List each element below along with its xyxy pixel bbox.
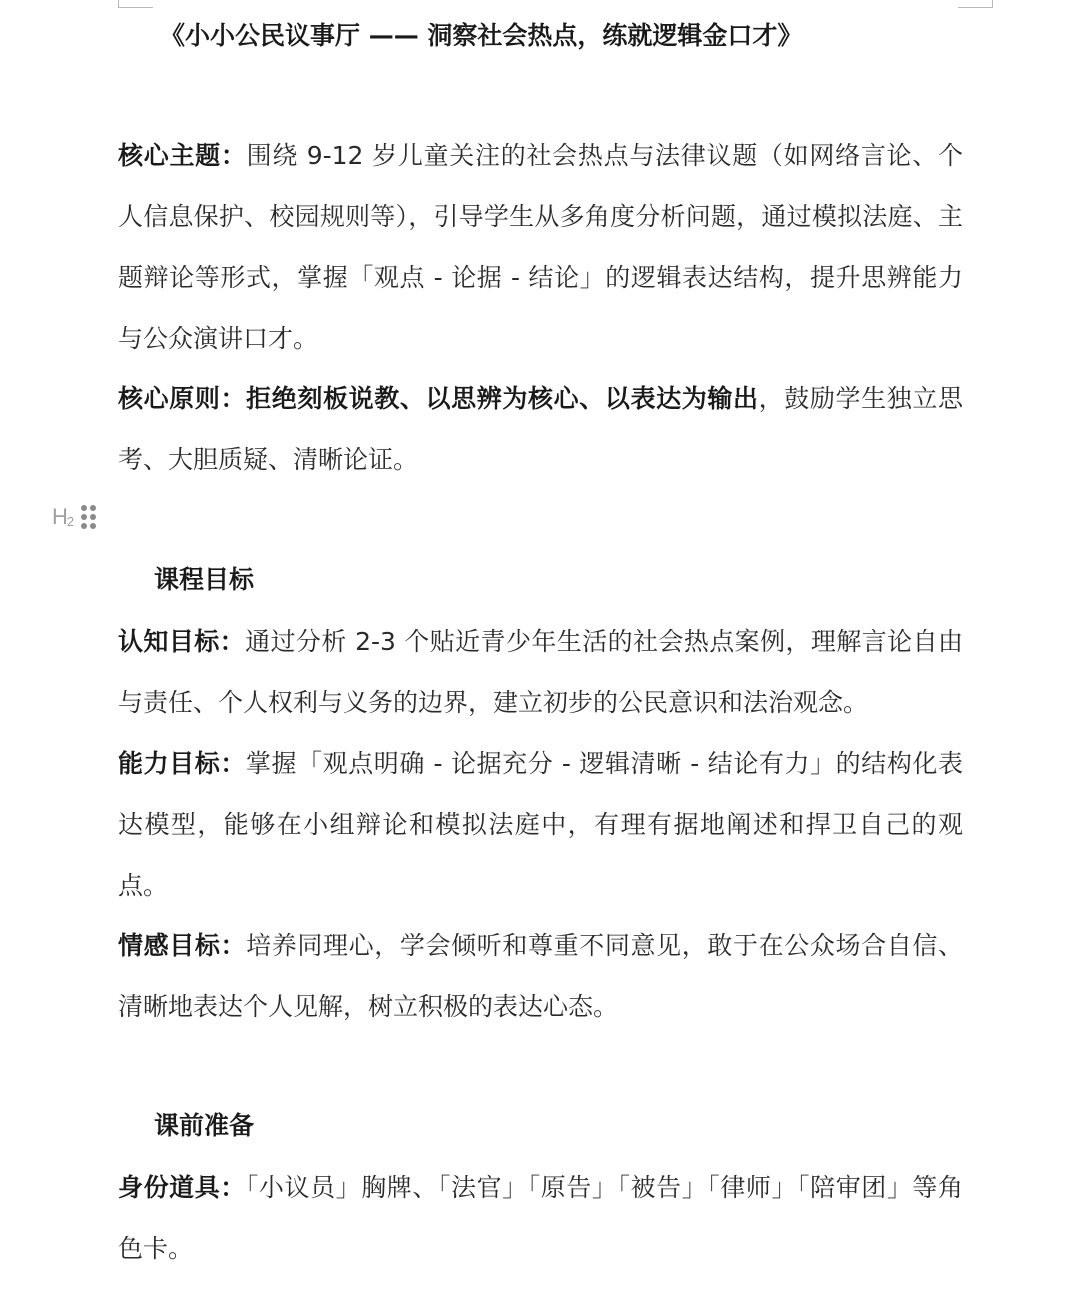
core-theme-paragraph[interactable]: [118, 125, 963, 369]
document-title[interactable]: 《小小公民议事厅 —— 洞察社会热点，练就逻辑金口才》: [160, 21, 803, 50]
props-label: 身份道具：: [118, 1173, 246, 1202]
emotion-goal-text: 培养同理心，学会倾听和尊重不同意见，敢于在公众场合自信、清晰地表达个人见解，树立积极的表达心态。: [118, 931, 963, 1021]
props-paragraph[interactable]: [118, 1157, 963, 1279]
core-principle-label: 核心原则：: [118, 384, 247, 413]
page-corner-mark-right: [958, 0, 993, 8]
prep-heading[interactable]: 课前准备: [154, 1111, 255, 1140]
drag-handle-icon[interactable]: [81, 505, 96, 529]
core-theme-text: 围绕 9-12 岁儿童关注的社会热点与法律议题（如网络言论、个人信息保护、校园规则等），引导学生从多角度分析问题，通过模拟法庭、主题辩论等形式，掌握「观点 - 论据 - 结论」的逻辑表达结构，提升思辨能力与公众演讲口才。: [118, 141, 963, 353]
props-text: 「小议员」胸牌、「法官」「原告」「被告」「律师」「陪审团」等角色卡。: [118, 1173, 963, 1263]
ability-goal-label: 能力目标：: [118, 749, 246, 778]
heading-level-badge: $H_2$: [52, 504, 74, 529]
emotion-goal-label: 情感目标：: [118, 931, 247, 960]
goals-heading[interactable]: 课程目标: [154, 565, 255, 594]
core-principle-emphasis: 拒绝刻板说教、以思辨为核心、以表达为输出: [246, 384, 759, 413]
ability-goal-text: 掌握「观点明确 - 论据充分 - 逻辑清晰 - 结论有力」的结构化表达模型，能够在小组辩论和模拟法庭中，有理有据地阐述和捍卫自己的观点。: [118, 749, 963, 900]
ability-goal-paragraph[interactable]: [118, 733, 963, 916]
cognitive-goal-text: 通过分析 2-3 个贴近青少年生活的社会热点案例，理解言论自由与责任、个人权利与义务的边界，建立初步的公民意识和法治观念。: [118, 627, 963, 717]
cognitive-goal-paragraph[interactable]: [118, 611, 963, 733]
page-corner-mark-left: [118, 0, 153, 8]
cognitive-goal-label: 认知目标：: [118, 627, 246, 656]
core-principle-text: ，鼓励学生独立思考、大胆质疑、清晰论证。: [118, 384, 963, 474]
core-principle-paragraph[interactable]: [118, 368, 963, 490]
core-theme-label: 核心主题：: [118, 141, 247, 170]
heading-level-marker[interactable]: [52, 504, 96, 530]
emotion-goal-paragraph[interactable]: [118, 915, 963, 1037]
